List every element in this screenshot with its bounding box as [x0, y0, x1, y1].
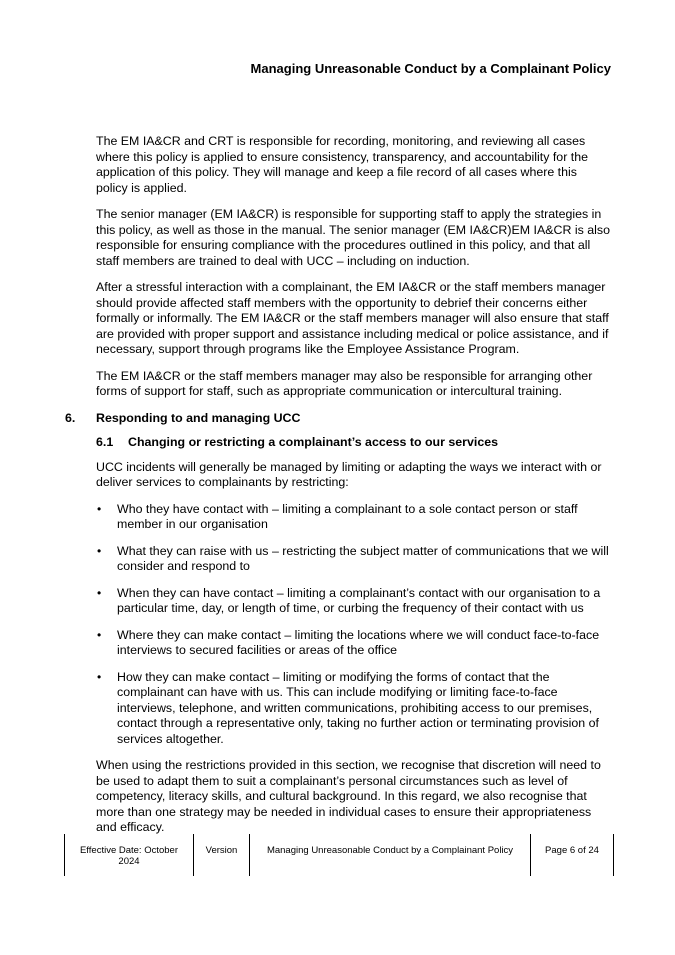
list-item-text: Where they can make contact – limiting the locations where we will conduct face-to-face interviews to secured facilities or areas of the office — [117, 627, 600, 657]
subsection-heading — [96, 435, 612, 451]
bullet-icon: • — [97, 585, 102, 600]
restriction-list — [96, 502, 612, 748]
paragraph: The EM IA&CR or the staff members manager may also be responsible for arranging other forms of support for staff, such as appropriate communication or intercultural training. — [96, 368, 593, 398]
list-item-text: What they can raise with us – restricting the subject matter of communications that we will consider and respond to — [117, 543, 609, 573]
bullet-icon: • — [97, 627, 102, 642]
footer-page-cell — [531, 834, 613, 876]
paragraph: After a stressful interaction with a complainant, the EM IA&CR or the staff members manager should provide affected staff members with the opportunity to debrief their concerns either formally or informally. The EM IA&CR or the staff members manager will also ensure that staff are provided with proper support and assistance including medical or police assistance, and if necessary, support through programs like the Employee Assistance Program. — [96, 280, 609, 356]
paragraph: UCC incidents will generally be managed by limiting or adapting the ways we interact with or deliver services to complainants by restricting: — [96, 459, 602, 489]
list-item — [96, 544, 612, 575]
footer-effective-date: Effective Date: October 2024 — [79, 845, 179, 867]
footer-page-number: Page 6 of 24 — [545, 845, 599, 856]
subsection-number: 6.1 — [96, 435, 114, 449]
section-heading — [65, 410, 612, 427]
page-header-title: Managing Unreasonable Conduct by a Complainant Policy — [250, 61, 611, 76]
footer-doc-title-cell — [250, 834, 531, 876]
page-footer — [64, 834, 614, 876]
document-body — [65, 134, 612, 847]
subsection-title: Changing or restricting a complainant’s access to our services — [128, 435, 499, 449]
footer-version-cell — [194, 834, 250, 876]
list-item-text: Who they have contact with – limiting a complainant to a sole contact person or staff member in our organisation — [117, 501, 578, 531]
footer-doc-title: Managing Unreasonable Conduct by a Complainant Policy — [266, 845, 514, 856]
list-item — [96, 670, 612, 748]
list-item-text: How they can make contact – limiting or modifying the forms of contact that the complainant can have with us. This can include modifying or limiting face-to-face interviews, telephone, and written communications, prohibiting access to our premises, contact through a representative only, taking no further action or terminating provision of services altogether. — [117, 669, 599, 746]
footer-effective-date-cell — [65, 834, 194, 876]
bullet-icon: • — [97, 543, 102, 558]
bullet-icon: • — [97, 669, 102, 684]
paragraph: The senior manager (EM IA&CR) is responsible for supporting staff to apply the strategies in this policy, as well as those in the manual. The senior manager (EM IA&CR)EM IA&CR is also responsible for ensuring compliance with the procedures outlined in this policy, and that all staff members are trained to deal with UCC – including on induction. — [96, 207, 610, 268]
footer-version: Version — [205, 845, 238, 856]
list-item — [96, 502, 612, 533]
list-item — [96, 586, 612, 617]
section-title: Responding to and managing UCC — [96, 410, 301, 425]
bullet-icon: • — [97, 501, 102, 516]
list-item-text: When they can have contact – limiting a complainant’s contact with our organisation to a particular time, day, or length of time, or curbing the frequency of their contact with us — [117, 585, 601, 615]
paragraph: The EM IA&CR and CRT is responsible for recording, monitoring, and reviewing all cases where this policy is applied to ensure consistency, transparency, and accountability for the application of this policy. They will manage and keep a file record of all cases where this policy is applied. — [96, 134, 588, 195]
list-item — [96, 628, 612, 659]
section-number: 6. — [65, 410, 76, 425]
paragraph: When using the restrictions provided in this section, we recognise that discretion will need to be used to adapt them to suit a complainant’s personal circumstances such as level of competency, literacy skills, and cultural background. In this regard, we also recognise that more than one strategy may be needed in individual cases to ensure their appropriateness and efficacy. — [96, 758, 601, 834]
